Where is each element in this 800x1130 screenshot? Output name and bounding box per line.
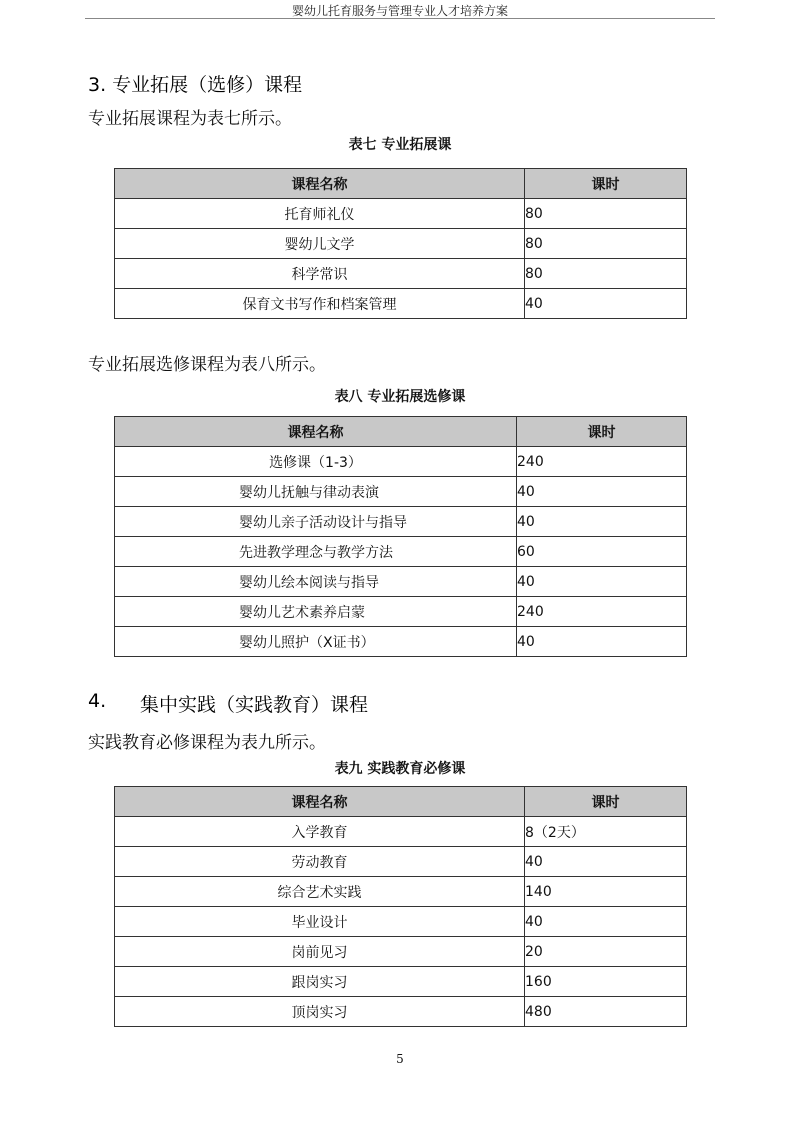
- table-row: [115, 507, 687, 537]
- course-hours-cell: 20: [525, 937, 687, 967]
- table-row: [115, 199, 687, 229]
- section-3-heading: 3. 专业拓展（选修）课程: [88, 74, 303, 96]
- running-header: 婴幼儿托育服务与管理专业人才培养方案: [291, 4, 508, 18]
- course-hours-cell: 80: [525, 259, 687, 289]
- course-hours-cell: 40: [517, 477, 687, 507]
- table-8: [114, 416, 687, 657]
- course-name-cell: 综合艺术实践: [115, 877, 525, 907]
- column-header-hours: 课时: [525, 169, 687, 199]
- table-row: [115, 967, 687, 997]
- section-3-intro: 专业拓展课程为表七所示。: [88, 109, 292, 129]
- course-name-cell: 劳动教育: [115, 847, 525, 877]
- table-row: [115, 937, 687, 967]
- course-name-cell: 婴幼儿抚触与律动表演: [115, 477, 517, 507]
- column-header-name: 课程名称: [115, 417, 517, 447]
- course-name-cell: 科学常识: [115, 259, 525, 289]
- table-row: [115, 229, 687, 259]
- course-name-cell: 婴幼儿文学: [115, 229, 525, 259]
- table-header-row: [115, 417, 687, 447]
- course-name-cell: 婴幼儿照护（X证书）: [115, 627, 517, 657]
- table-row: [115, 477, 687, 507]
- course-hours-cell: 140: [525, 877, 687, 907]
- course-name-cell: 托育师礼仪: [115, 199, 525, 229]
- table-row: [115, 847, 687, 877]
- table-9-caption: 表九 实践教育必修课: [334, 761, 466, 777]
- header-rule: [85, 18, 715, 19]
- course-hours-cell: 8（2天）: [525, 817, 687, 847]
- section-4-heading: 集中实践（实践教育）课程: [140, 694, 369, 716]
- course-name-cell: 顶岗实习: [115, 997, 525, 1027]
- course-name-cell: 毕业设计: [115, 907, 525, 937]
- course-name-cell: 保育文书写作和档案管理: [115, 289, 525, 319]
- table-row: [115, 597, 687, 627]
- table-row: [115, 907, 687, 937]
- course-hours-cell: 40: [517, 627, 687, 657]
- course-name-cell: 婴幼儿绘本阅读与指导: [115, 567, 517, 597]
- table-row: [115, 567, 687, 597]
- table-row: [115, 877, 687, 907]
- course-hours-cell: 40: [517, 567, 687, 597]
- column-header-name: 课程名称: [115, 787, 525, 817]
- table-9: [114, 786, 687, 1027]
- course-hours-cell: 480: [525, 997, 687, 1027]
- column-header-hours: 课时: [525, 787, 687, 817]
- course-name-cell: 选修课（1-3）: [115, 447, 517, 477]
- course-hours-cell: 240: [517, 447, 687, 477]
- table-row: [115, 537, 687, 567]
- table-row: [115, 259, 687, 289]
- course-hours-cell: 40: [525, 289, 687, 319]
- course-hours-cell: 240: [517, 597, 687, 627]
- course-name-cell: 岗前见习: [115, 937, 525, 967]
- table-row: [115, 627, 687, 657]
- table-header-row: [115, 169, 687, 199]
- course-name-cell: 婴幼儿艺术素养启蒙: [115, 597, 517, 627]
- section-4-intro: 实践教育必修课程为表九所示。: [88, 733, 326, 753]
- column-header-hours: 课时: [517, 417, 687, 447]
- course-name-cell: 入学教育: [115, 817, 525, 847]
- table-8-intro: 专业拓展选修课程为表八所示。: [88, 355, 326, 375]
- table-row: [115, 289, 687, 319]
- course-hours-cell: 80: [525, 199, 687, 229]
- page-number: 5: [396, 1052, 404, 1066]
- table-row: [115, 817, 687, 847]
- course-hours-cell: 40: [525, 847, 687, 877]
- course-name-cell: 先进教学理念与教学方法: [115, 537, 517, 567]
- table-header-row: [115, 787, 687, 817]
- course-name-cell: 跟岗实习: [115, 967, 525, 997]
- column-header-name: 课程名称: [115, 169, 525, 199]
- course-hours-cell: 60: [517, 537, 687, 567]
- table-row: [115, 997, 687, 1027]
- section-4-heading-number: 4.: [88, 690, 107, 712]
- course-hours-cell: 40: [525, 907, 687, 937]
- course-hours-cell: 80: [525, 229, 687, 259]
- table-7-caption: 表七 专业拓展课: [348, 137, 452, 153]
- course-name-cell: 婴幼儿亲子活动设计与指导: [115, 507, 517, 537]
- table-row: [115, 447, 687, 477]
- course-hours-cell: 40: [517, 507, 687, 537]
- table-8-caption: 表八 专业拓展选修课: [334, 389, 466, 405]
- table-7: [114, 168, 687, 319]
- course-hours-cell: 160: [525, 967, 687, 997]
